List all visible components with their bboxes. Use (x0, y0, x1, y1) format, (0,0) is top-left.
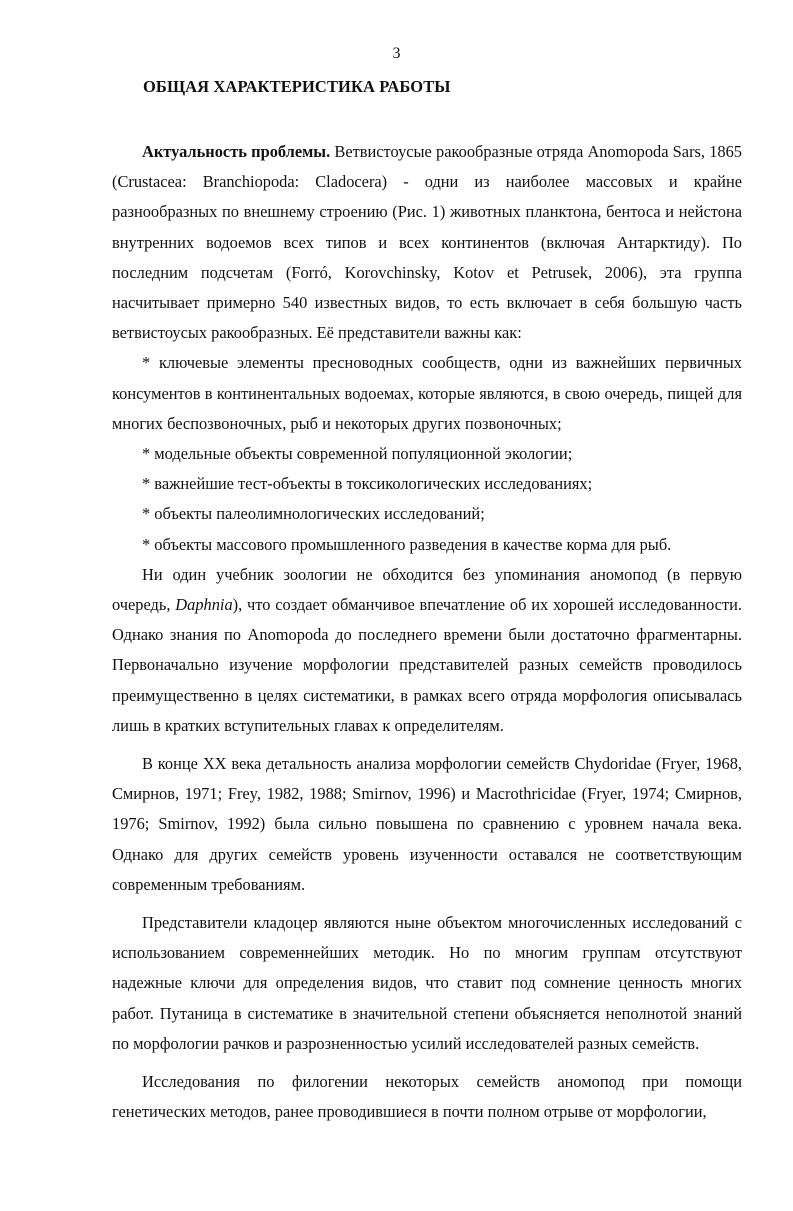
paragraph-phylogeny: Исследования по филогении некоторых семейств аномопод при помощи генетических методов, ранее проводившиеся в почти полном отрыве от морфологии, (112, 1072, 742, 1122)
paragraph-lead: Актуальность проблемы. (142, 142, 331, 161)
body-text (112, 137, 742, 1128)
paragraph-text: Ветвистоусые ракообразные отряда Anomopoda Sars, 1865 (Crustacea: Branchiopoda: Cladocera) - одни из наиболее массовых и крайне разнообразных по внешнему строению (Рис. 1) животных планктона, бентоса и нейстона внутренних водоемов всех типов и всех континентов (включая Антарктиду). По последним подсчетам (Forró, Korovchinsky, Kotov et Petrusek, 2006), эта группа насчитывает примерно 540 известных видов, то есть включает в себя большую часть ветвистоусых ракообразных. Её представители важны как: (112, 142, 742, 343)
paragraph-text: ), что создает обманчивое впечатление об их хорошей исследованности. Однако знания по Anomopoda до последнего времени были достаточно фрагментарны. Первоначально изучение морфологии представителей разных семейств проводилось преимущественно в целях систематики, в рамках всего отряда морфология описывалась лишь в кратких вступительных главах к определителям. (112, 595, 742, 735)
paragraph-cladocera: Представители кладоцер являются ныне объектом многочисленных исследований с использованием современнейших методик. Но по многим группам отсутствуют надежные ключи для определения видов, что ставит под сомнение ценность многих работ. Путаница в систематике в значительной степени объясняется неполнотой знаний по морфологии рачков и разрозненностью усилий исследователей разных семейств. (112, 913, 742, 1053)
paragraph-relevance (112, 137, 742, 348)
bullet-item: * объекты палеолимнологических исследований; (142, 504, 485, 524)
genus-name: Daphnia (175, 595, 233, 615)
bullet-item: * важнейшие тест-объекты в токсикологических исследованиях; (142, 474, 593, 494)
paragraph-textbooks (112, 560, 742, 741)
bullet-item: * объекты массового промышленного разведения в качестве корма для рыб. (142, 534, 672, 554)
paragraph-text: Ни один учебник зоологии не обходится без упоминания аномопод (в первую очередь, (112, 564, 742, 615)
bullet-item: * ключевые элементы пресноводных сообществ, одни из важнейших первичных консументов в континентальных водоемах, которые являются, в свою очередь, пищей для многих беспозвоночных, рыб и некоторых других позвоночных; (112, 353, 742, 433)
page-number: 3 (392, 45, 401, 62)
bullet-item: * модельные объекты современной популяционной экологии; (142, 444, 573, 464)
paragraph-xx-century: В конце XX века детальность анализа морфологии семейств Chydoridae (Fryer, 1968, Смирнов, 1971; Frey, 1982, 1988; Smirnov, 1996) и Macrothricidae (Fryer, 1974; Смирнов, 1976; Smirnov, 1992) была сильно повышена по сравнению с уровнем начала века. Однако для других семейств уровень изученности оставался не соответствующим современным требованиям. (112, 754, 742, 894)
section-heading: ОБЩАЯ ХАРАКТЕРИСТИКА РАБОТЫ (143, 77, 451, 96)
